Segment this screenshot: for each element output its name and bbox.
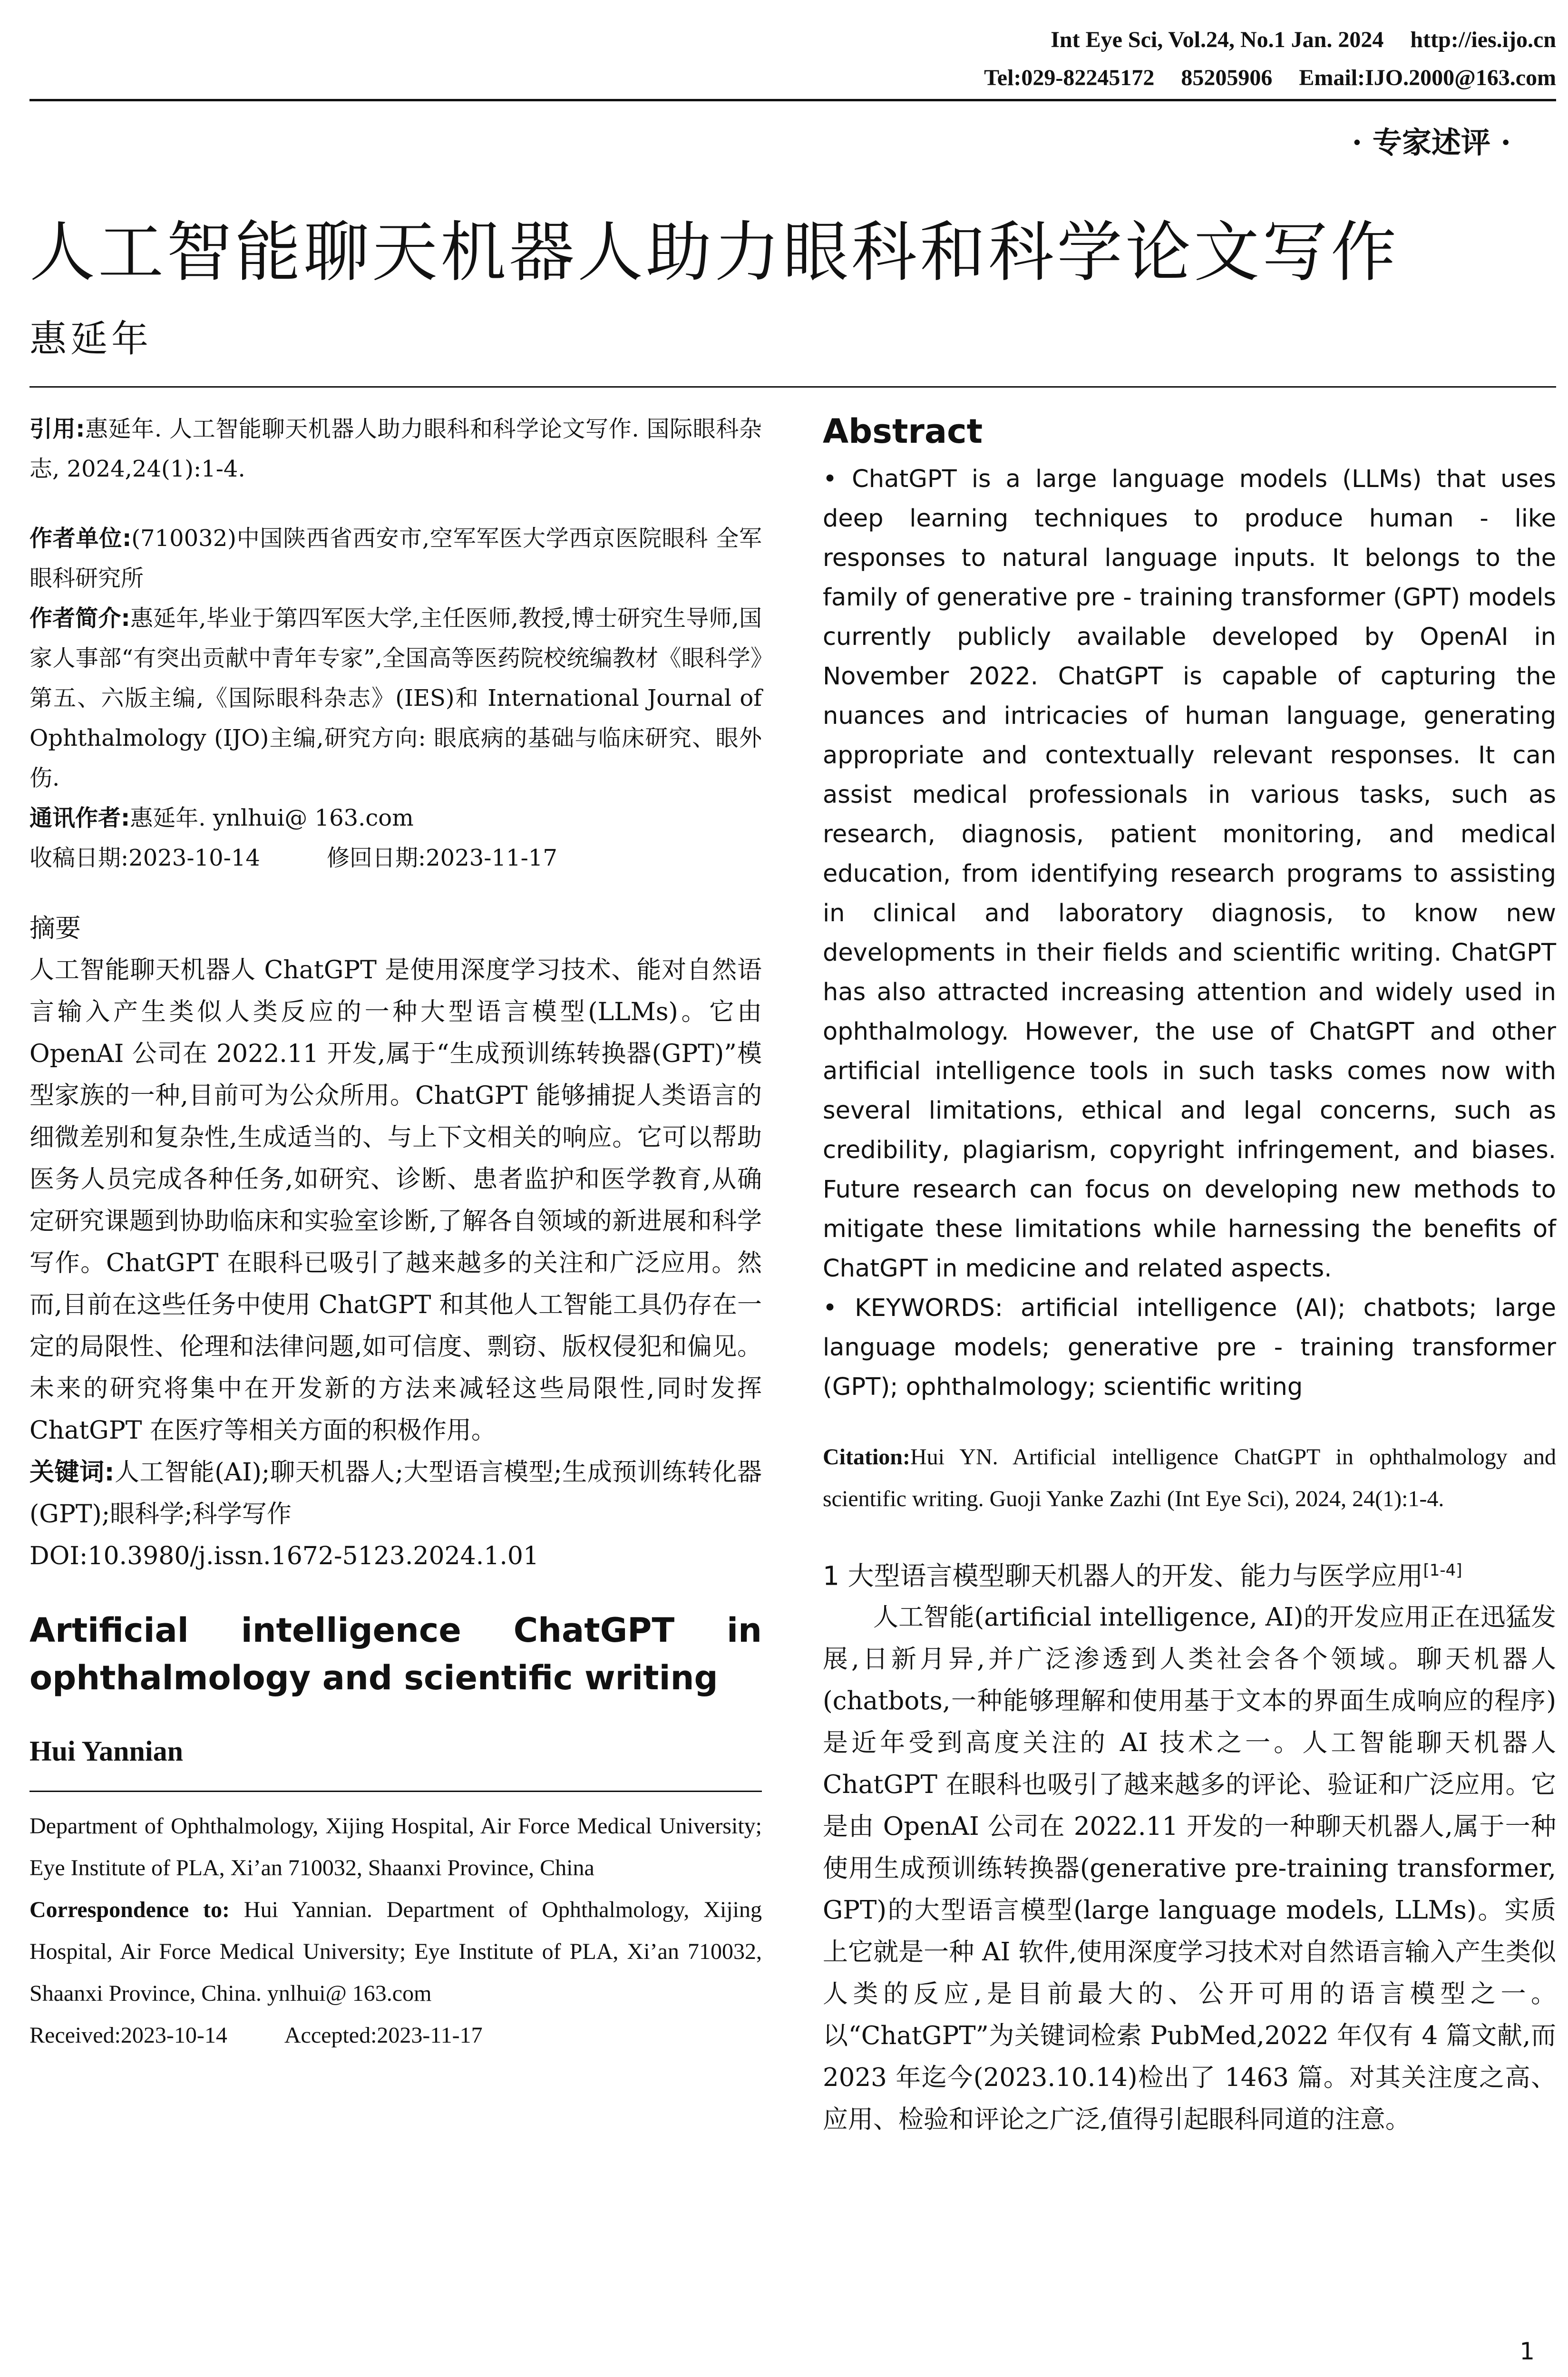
citation-en-text: Hui YN. Artificial intelligence ChatGPT in ophthalmology and scientific writing. Guoji Yanke Zazhi (Int Eye Sci), 2024, 24(1):1-4. xyxy=(823,1444,1556,1511)
corresponding-author xyxy=(29,798,762,838)
left-column xyxy=(29,409,762,2056)
citation-cn-text: 惠延年. 人工智能聊天机器人助力眼科和科学论文写作. 国际眼科杂志, 2024,24(1):1-4. xyxy=(29,416,762,482)
english-correspondence xyxy=(29,1889,762,2015)
section-label: · 专家述评 · xyxy=(1352,125,1511,160)
keywords-cn-label: 关键词: xyxy=(29,1458,115,1487)
english-author: Hui Yannian xyxy=(29,1735,183,1767)
author-bio xyxy=(29,598,762,798)
corresponding-author-text: 惠延年. ynlhui@ 163.com xyxy=(130,805,414,831)
english-dates xyxy=(29,2015,762,2056)
header-divider xyxy=(29,99,1556,101)
dates-line xyxy=(29,838,762,878)
abstract-en-text: • ChatGPT is a large language models (LLMs) that uses deep learning techniques to produce human - like responses to natural language inputs. It belongs to the family of generative pre - training transformer (GPT) models currently publicly available developed by OpenAI in November 2022. ChatGPT is capable of capturing the nuances and intricacies of human language, generating appropriate and contextually relevant responses. It can assist medical professionals in various tasks, such as research, diagnosis, patient monitoring, and medical education, from identifying research programs to assisting in clinical and laboratory diagnosis, to know new developments in their fields and scientific writing. ChatGPT has also attracted increasing attention and widely used in ophthalmology. However, the use of ChatGPT and other artificial intelligence tools in such tasks comes now with several limitations, ethical and legal concerns, such as credibility, plagiarism, copyright infringement, and biases. Future research can focus on developing new methods to mitigate these limitations while harnessing the benefits of ChatGPT in medicine and related aspects. xyxy=(823,465,1556,1283)
english-author-divider xyxy=(29,1791,762,1792)
keywords-en: • KEYWORDS: artificial intelligence (AI); chatbots; large language models; generative pre - training transformer (GPT); ophthalmology; scientific writing xyxy=(823,1294,1556,1401)
right-column xyxy=(823,409,1556,2141)
running-header xyxy=(29,19,1556,102)
affiliation-text: (710032)中国陕西省西安市,空军军医大学西京医院眼科 全军眼科研究所 xyxy=(29,525,762,592)
journal-email: Email:IJO.2000@163.com xyxy=(1299,65,1556,90)
author-name: 惠延年 xyxy=(29,318,153,360)
title-divider xyxy=(29,386,1556,388)
english-title: Artificial intelligence ChatGPT in ophthalmology and scientific writing xyxy=(29,1611,762,1697)
contact-info-line xyxy=(957,65,1556,91)
english-received: Received:2023-10-14 xyxy=(29,2023,227,2048)
revised-label: 修回日期: xyxy=(326,845,426,871)
citation-en xyxy=(823,1436,1556,1520)
english-department: Department of Ophthalmology, Xijing Hospital, Air Force Medical University; Eye Institute of PLA, Xi’an 710032, Shaanxi Province, China xyxy=(29,1813,762,1880)
revised-date: 2023-11-17 xyxy=(426,845,557,871)
doi: DOI:10.3980/j.issn.1672-5123.2024.1.01 xyxy=(29,1542,539,1570)
journal-citation: Int Eye Sci, Vol.24, No.1 Jan. 2024 xyxy=(1051,27,1384,52)
section-1-paragraph: 人工智能(artificial intelligence, AI)的开发应用正在迅猛发展,日新月异,并广泛渗透到人类社会各个领域。聊天机器人(chatbots,一种能够理解和使用基于文本的界面生成响应的程序)是近年受到高度关注的 AI 技术之一。人工智能聊天机器人 ChatGPT 在眼科也吸引了越来越多的评论、验证和广泛应用。它是由 OpenAI 公司在 2022.11 开发的一种聊天机器人,属于一种使用生成预训练转换器(generative pre-training transformer, GPT)的大型语言模型(large language models, LLMs)。实质上它就是一种 AI 软件,使用深度学习技术对自然语言输入产生类似人类的反应,是目前最大的、公开可用的语言模型之一。以“ChatGPT”为关键词检索 PubMed,2022 年仅有 4 篇文献,而 2023 年迄今(2023.10.14)检出了 1463 篇。对其关注度之高、应用、检验和评论之广泛,值得引起眼科同道的注意。 xyxy=(823,1603,1556,2134)
section-1-heading xyxy=(823,1549,1556,1597)
keywords-cn-text: 人工智能(AI);聊天机器人;大型语言模型;生成预训练转化器(GPT);眼科学;科学写作 xyxy=(29,1458,762,1529)
section-1-reference: [1-4] xyxy=(1423,1561,1462,1580)
abstract-cn-text: 人工智能聊天机器人 ChatGPT 是使用深度学习技术、能对自然语言输入产生类似人类反应的一种大型语言模型(LLMs)。它由 OpenAI 公司在 2022.11 开发,属于“生成预训练转换器(GPT)”模型家族的一种,目前可为公众所用。ChatGPT 能够捕捉人类语言的细微差别和复杂性,生成适当的、与上下文相关的响应。它可以帮助医务人员完成各种任务,如研究、诊断、患者监护和医学教育,从确定研究课题到协助临床和实验室诊断,了解各自领域的新进展和科学写作。ChatGPT 在眼科已吸引了越来越多的关注和广泛应用。然而,目前在这些任务中使用 ChatGPT 和其他人工智能工具仍存在一定的局限性、伦理和法律问题,如可信度、剽窃、版权侵犯和偏见。未来的研究将集中在开发新的方法来减轻这些局限性,同时发挥 ChatGPT 在医疗等相关方面的积极作用。 xyxy=(29,956,762,1445)
page-number: 1 xyxy=(1519,2338,1535,2365)
journal-url: http://ies.ijo.cn xyxy=(1410,27,1556,52)
citation-cn-label: 引用: xyxy=(29,416,85,442)
english-correspondence-text: Hui Yannian. Department of Ophthalmology, Xijing Hospital, Air Force Medical University; Eye Institute of PLA, Xi’an 710032, Shaanxi Province, China. ynlhui@ 163.com xyxy=(29,1897,762,2006)
received-label: 收稿日期: xyxy=(29,845,129,871)
received-date: 2023-10-14 xyxy=(128,845,260,871)
affiliation-label: 作者单位: xyxy=(29,525,132,552)
english-accepted: Accepted:2023-11-17 xyxy=(284,2023,483,2048)
abstract-cn-heading: 摘要 xyxy=(29,913,81,943)
author-bio-text: 惠延年,毕业于第四军医大学,主任医师,教授,博士研究生导师,国家人事部“有突出贡献中青年专家”,全国高等医药院校统编教材《眼科学》第五、六版主编,《国际眼科杂志》(IES)和 International Journal of Ophthalmology (IJO)主编,研究方向: 眼底病的基础与临床研究、眼外伤. xyxy=(29,605,762,791)
journal-tel-2: 85205906 xyxy=(1181,65,1273,90)
journal-tel: Tel:029-82245172 xyxy=(984,65,1155,90)
citation-en-label: Citation: xyxy=(823,1444,910,1470)
author-bio-label: 作者简介: xyxy=(29,605,130,632)
journal-info-line xyxy=(1024,27,1556,53)
keywords-cn xyxy=(29,1452,762,1535)
affiliation xyxy=(29,518,762,598)
abstract-en-heading: Abstract xyxy=(823,412,983,451)
page-title: 人工智能聊天机器人助力眼科和科学论文写作 xyxy=(29,214,1400,291)
citation-cn xyxy=(29,409,762,489)
corresponding-author-label: 通讯作者: xyxy=(29,805,130,831)
section-1-title: 1 大型语言模型聊天机器人的开发、能力与医学应用 xyxy=(823,1560,1423,1591)
english-correspondence-label: Correspondence to: xyxy=(29,1897,230,1922)
